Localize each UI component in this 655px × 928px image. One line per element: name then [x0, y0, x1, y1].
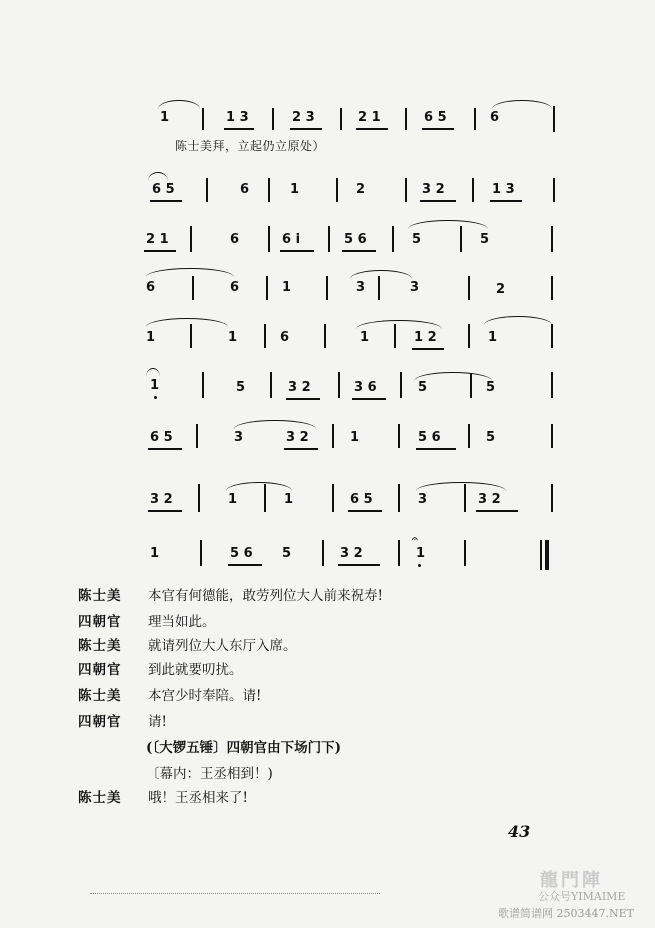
note-cell: 5 6 [344, 232, 367, 247]
note-cell: 6 i [282, 232, 301, 247]
speech-text: 就请列位大人东厅入席。 [148, 638, 297, 654]
note-cell: 1 [228, 330, 238, 345]
note-cell: 1 [488, 330, 498, 345]
speaker-name: 陈士美 [78, 790, 122, 806]
note-cell: 5 [480, 232, 490, 247]
speech-text: 哦！王丞相来了! [148, 790, 248, 806]
note-cell: 1 [146, 330, 156, 345]
stage-direction-text: (〔大锣五锤〕四朝官由下场门下) [146, 740, 342, 756]
note-cell: 2 [496, 282, 506, 297]
note-cell: 2 [356, 182, 366, 197]
note-cell: 1 [150, 546, 160, 561]
note-cell: 1 3 [492, 182, 515, 197]
note-cell: 3 2 [288, 380, 311, 395]
note-cell: 3 [356, 280, 366, 295]
note-cell: 6 5 [424, 110, 447, 125]
score-row-7 [0, 414, 655, 454]
score-row-6 [0, 366, 655, 406]
stage-direction-aside: 陈士美拜，立起仍立原处） [175, 139, 326, 153]
note-cell: 3 2 [340, 546, 363, 561]
note-cell: 5 [412, 232, 422, 247]
note-cell: 1 2 [414, 330, 437, 345]
note-cell: 1 [160, 110, 170, 125]
note-cell: 3 [418, 492, 428, 507]
note-cell: 1 [284, 492, 294, 507]
note-cell: 6 [146, 280, 156, 295]
note-cell: 6 [230, 232, 240, 247]
note-cell: 6 5 [350, 492, 373, 507]
speech-text: 本宫少时奉陪。请! [148, 688, 262, 704]
note-cell: 5 [486, 380, 496, 395]
watermark-logo: 龍門陣 [540, 870, 603, 891]
note-cell: 3 2 [478, 492, 501, 507]
note-cell: 6 5 [150, 430, 173, 445]
note-cell: 1 [360, 330, 370, 345]
speaker-name: 陈士美 [78, 588, 122, 604]
score-row-1 [0, 100, 655, 140]
note-cell: 6 [280, 330, 290, 345]
note-cell: 1 3 [226, 110, 249, 125]
speaker-name: 四朝官 [78, 614, 122, 630]
note-cell: 3 2 [422, 182, 445, 197]
watermark-text: 公众号YIMAIME [538, 890, 626, 903]
speaker-name: 陈士美 [78, 638, 122, 654]
note-cell: 3 6 [354, 380, 377, 395]
bottom-divider [90, 893, 380, 894]
note-cell: 3 2 [286, 430, 309, 445]
note-cell: 5 [282, 546, 292, 561]
note-cell: 5 [418, 380, 428, 395]
score-row-5 [0, 316, 655, 356]
speech-text: 到此就要叨扰。 [148, 662, 243, 678]
note-cell: 1 [150, 378, 160, 393]
note-cell: 6 [490, 110, 500, 125]
note-cell: 5 6 [418, 430, 441, 445]
speech-text: 本官有何德能，敢劳列位大人前来祝寿! [148, 588, 383, 604]
note-cell: 2 3 [292, 110, 315, 125]
note-cell: 5 6 [230, 546, 253, 561]
note-cell: 1 [228, 492, 238, 507]
score-row-8 [0, 478, 655, 518]
page-number: 43 [508, 822, 531, 841]
note-cell: 2 1 [358, 110, 381, 125]
note-cell: 3 [410, 280, 420, 295]
watermark-text: 歌谱简谱网 2503447.NET [498, 907, 634, 920]
note-cell: 2 1 [146, 232, 169, 247]
note-cell: 5 [236, 380, 246, 395]
note-cell: 1 [416, 546, 426, 561]
note-cell: 1 [350, 430, 360, 445]
speech-text: 理当如此。 [148, 614, 216, 630]
score-row-3 [0, 222, 655, 262]
note-cell: 6 [240, 182, 250, 197]
score-row-2 [0, 170, 655, 210]
speaker-name: 四朝官 [78, 714, 122, 730]
speech-text: 请! [148, 714, 167, 730]
note-cell: 3 [234, 430, 244, 445]
score-row-9 [0, 536, 655, 576]
note-cell: 𝄐 [412, 534, 418, 545]
speaker-name: 陈士美 [78, 688, 122, 704]
speaker-name: 四朝官 [78, 662, 122, 678]
stage-direction-text: 〔幕内：王丞相到！) [146, 766, 273, 782]
note-cell: 1 [282, 280, 292, 295]
note-cell: 1 [290, 182, 300, 197]
score-row-4 [0, 268, 655, 308]
note-cell: 6 5 [152, 182, 175, 197]
note-cell: 3 2 [150, 492, 173, 507]
note-cell: 5 [486, 430, 496, 445]
note-cell: 6 [230, 280, 240, 295]
